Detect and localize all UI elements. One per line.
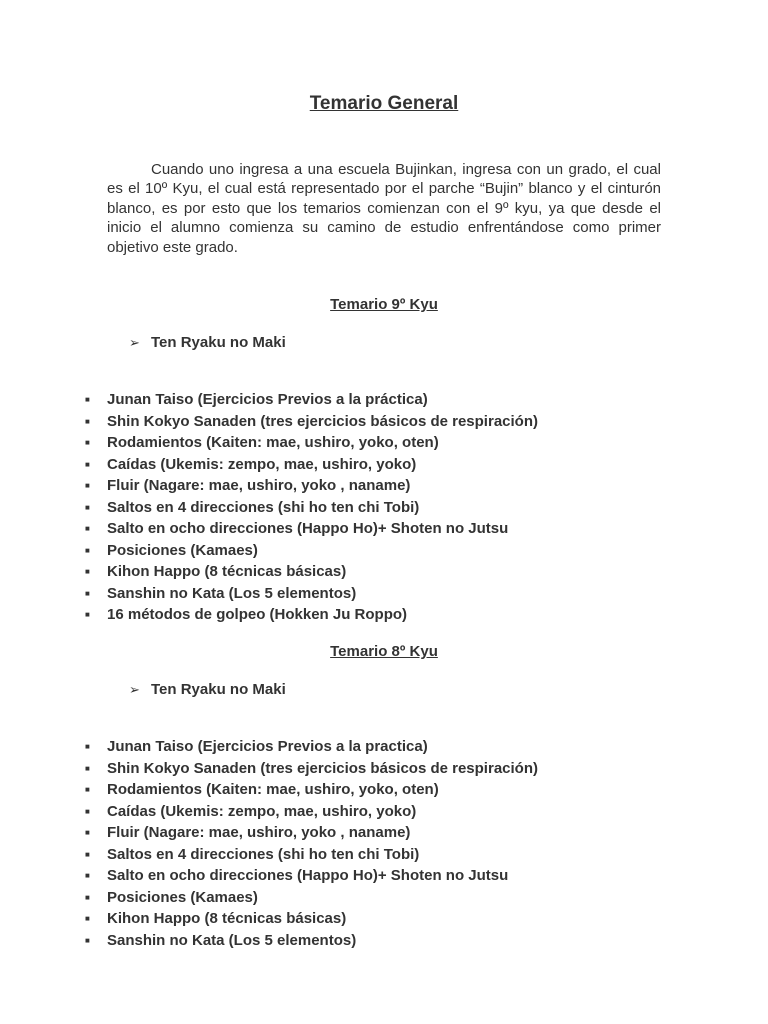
list-item [85,759,538,781]
list-item-label: Junan Taiso (Ejercicios Previos a la práctica) [107,391,428,408]
list-item [85,780,538,802]
square-bullet-icon: ■ [85,742,90,751]
list-item [85,909,538,931]
list-item [85,802,538,824]
list-item-label: Fluir (Nagare: mae, ushiro, yoko , naname) [107,477,411,494]
list-item [85,888,538,910]
list-item [85,584,538,606]
list-item-label: Rodamientos (Kaiten: mae, ushiro, yoko, oten) [107,781,439,798]
list-item [85,433,538,455]
list-item-label: Fluir (Nagare: mae, ushiro, yoko , naname) [107,824,411,841]
square-bullet-icon: ■ [85,849,90,859]
list-item-label: Sanshin no Kata (Los 5 elementos) [107,931,357,949]
list-item [85,562,538,584]
square-bullet-icon: ■ [85,828,90,837]
list-item-label: Kihon Happo (8 técnicas básicas) [107,563,347,580]
square-bullet-icon: ■ [85,567,90,576]
intro-paragraph [107,160,661,257]
list-item-label: Saltos en 4 direcciones (shi ho ten chi Tobi) [107,498,420,516]
section-heading-9-kyu: Temario 9º Kyu [330,296,438,313]
list-item [85,455,538,477]
intro-text: Cuando uno ingresa a una escuela Bujinkan, ingresa con un grado, el cual es el 10º Kyu, el cual está representado por el parche “Bujin” blanco y el cinturón blanco, es por esto que los temarios comienzan con el 9º kyu, ya que desde el inicio el alumno comienza su camino de estudio enfrentándose como primer objetivo este grado. [107,161,661,256]
square-bullet-icon: ■ [85,481,90,490]
list-item-label: Junan Taiso (Ejercicios Previos a la practica) [107,738,428,755]
list-item-label: Shin Kokyo Sanaden (tres ejercicios básicos de respiración) [107,412,538,430]
list-item-label: 16 métodos de golpeo (Hokken Ju Roppo) [107,606,408,623]
section-subheading-8-kyu [129,680,286,700]
square-bullet-icon: ■ [85,610,90,619]
section-heading-8-kyu: Temario 8º Kyu [330,643,438,660]
list-item [85,498,538,520]
square-bullet-icon: ■ [85,871,90,880]
list-item-label: Salto en ocho direcciones (Happo Ho)+ Shoten no Jutsu [107,520,509,537]
item-list-9-kyu [85,390,538,627]
arrow-bullet-icon: ➢ [129,335,140,350]
list-item [85,823,538,845]
square-bullet-icon: ■ [85,459,90,469]
arrow-bullet-icon: ➢ [129,682,140,697]
list-item [85,412,538,434]
list-item-label: Posiciones (Kamaes) [107,541,258,559]
list-item-label: Sanshin no Kata (Los 5 elementos) [107,584,357,602]
list-item-label: Saltos en 4 direcciones (shi ho ten chi Tobi) [107,845,420,863]
square-bullet-icon: ■ [85,763,90,773]
square-bullet-icon: ■ [85,892,90,902]
square-bullet-icon: ■ [85,502,90,512]
list-item-label: Salto en ocho direcciones (Happo Ho)+ Shoten no Jutsu [107,867,509,884]
list-item-label: Rodamientos (Kaiten: mae, ushiro, yoko, oten) [107,434,439,451]
list-item [85,476,538,498]
list-item [85,931,538,953]
square-bullet-icon: ■ [85,785,90,794]
list-item [85,605,538,627]
square-bullet-icon: ■ [85,416,90,426]
document-title: Temario General [309,93,459,114]
square-bullet-icon: ■ [85,438,90,447]
square-bullet-icon: ■ [85,395,90,404]
square-bullet-icon: ■ [85,914,90,923]
list-item [85,541,538,563]
square-bullet-icon: ■ [85,806,90,816]
subheading-label: Ten Ryaku no Maki [151,681,286,698]
section-subheading-9-kyu [129,333,286,353]
list-item-label: Kihon Happo (8 técnicas básicas) [107,910,347,927]
square-bullet-icon: ■ [85,545,90,555]
list-item [85,390,538,412]
square-bullet-icon: ■ [85,935,90,945]
list-item [85,737,538,759]
square-bullet-icon: ■ [85,588,90,598]
square-bullet-icon: ■ [85,524,90,533]
list-item [85,519,538,541]
item-list-8-kyu [85,737,538,952]
list-item [85,845,538,867]
list-item-label: Caídas (Ukemis: zempo, mae, ushiro, yoko) [107,802,417,820]
list-item [85,866,538,888]
list-item-label: Caídas (Ukemis: zempo, mae, ushiro, yoko) [107,455,417,473]
list-item-label: Shin Kokyo Sanaden (tres ejercicios básicos de respiración) [107,759,538,777]
subheading-label: Ten Ryaku no Maki [151,334,286,351]
list-item-label: Posiciones (Kamaes) [107,888,258,906]
